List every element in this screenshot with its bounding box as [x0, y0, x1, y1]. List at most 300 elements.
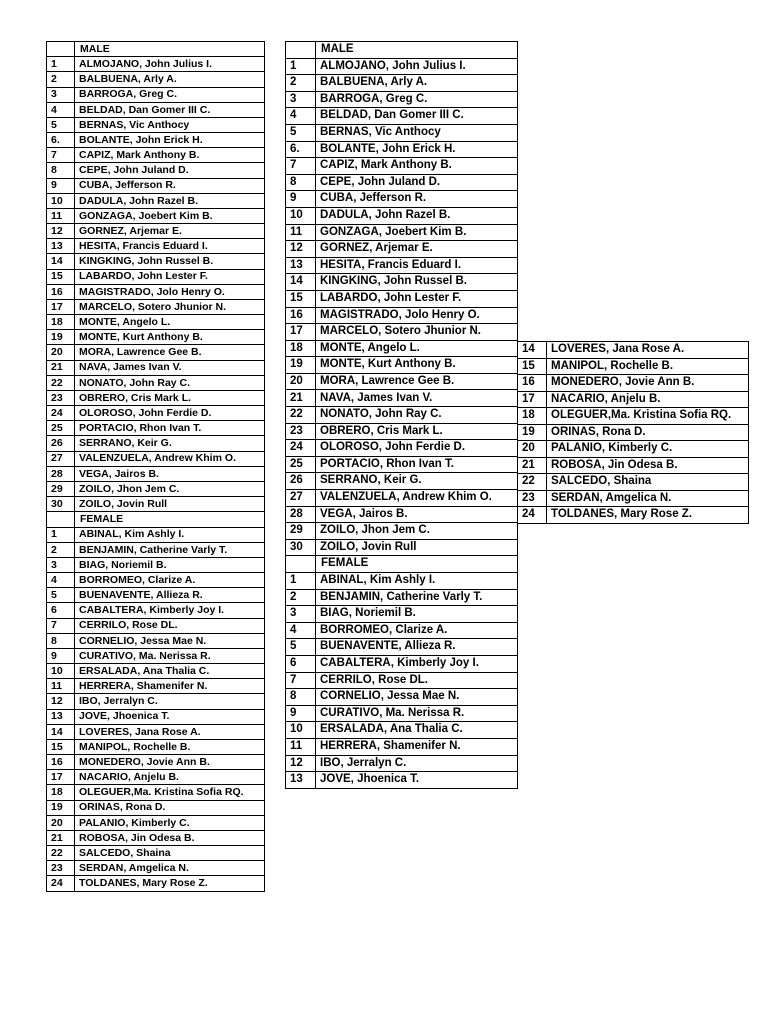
student-name: BOLANTE, John Erick H. — [75, 133, 265, 148]
table-row — [286, 755, 518, 772]
student-name: ORINAS, Rona D. — [547, 424, 749, 441]
row-number: 4 — [286, 108, 316, 125]
row-number: 13 — [286, 772, 316, 789]
row-number: 13 — [47, 239, 75, 254]
student-name: MONTE, Angelo L. — [316, 340, 518, 357]
student-name: ROBOSA, Jin Odesa B. — [547, 457, 749, 474]
student-name: PALANIO, Kimberly C. — [547, 441, 749, 458]
row-number: 21 — [286, 390, 316, 407]
student-name: MONEDERO, Jovie Ann B. — [547, 375, 749, 392]
row-number: 15 — [518, 358, 547, 375]
row-number — [286, 556, 316, 573]
row-number: 22 — [47, 375, 75, 390]
row-number: 4 — [286, 622, 316, 639]
row-number: 8 — [286, 174, 316, 191]
row-number: 6. — [47, 133, 75, 148]
table-row — [47, 299, 265, 314]
student-name: CURATIVO, Ma. Nerissa R. — [75, 648, 265, 663]
student-name: CAPIZ, Mark Anthony B. — [75, 148, 265, 163]
table-row — [286, 655, 518, 672]
table-row — [47, 406, 265, 421]
row-number: 10 — [286, 207, 316, 224]
row-number: 9 — [47, 178, 75, 193]
student-name: ORINAS, Rona D. — [75, 800, 265, 815]
table-row — [518, 391, 749, 408]
student-name: ROBOSA, Jin Odesa B. — [75, 830, 265, 845]
row-number: 5 — [286, 124, 316, 141]
row-number: 15 — [47, 739, 75, 754]
row-number: 26 — [47, 436, 75, 451]
student-name: NAVA, James Ivan V. — [316, 390, 518, 407]
student-name: CERRILO, Rose DL. — [316, 672, 518, 689]
row-number: 28 — [286, 506, 316, 523]
row-number: 1 — [47, 527, 75, 542]
student-name: DADULA, John Razel B. — [75, 193, 265, 208]
student-name: NONATO, John Ray C. — [75, 375, 265, 390]
row-number: 18 — [518, 408, 547, 425]
row-number: 13 — [286, 257, 316, 274]
row-number: 24 — [286, 440, 316, 457]
student-name: TOLDANES, Mary Rose Z. — [547, 507, 749, 524]
table-row — [286, 506, 518, 523]
table-row — [47, 785, 265, 800]
student-name: CEPE, John Juland D. — [316, 174, 518, 191]
table-row — [47, 224, 265, 239]
row-number: 1 — [286, 58, 316, 75]
row-number: 19 — [518, 424, 547, 441]
table-row — [47, 178, 265, 193]
table-row — [286, 473, 518, 490]
row-number: 14 — [286, 274, 316, 291]
table-row — [47, 208, 265, 223]
student-name: VEGA, Jairos B. — [316, 506, 518, 523]
student-name: HESITA, Francis Eduard I. — [316, 257, 518, 274]
table-row — [47, 72, 265, 87]
row-number: 20 — [47, 345, 75, 360]
table-row — [47, 269, 265, 284]
roster-table-body — [47, 42, 265, 892]
row-number: 6 — [286, 655, 316, 672]
row-number: 11 — [47, 679, 75, 694]
table-row — [47, 542, 265, 557]
table-row — [518, 474, 749, 491]
row-number: 3 — [286, 91, 316, 108]
table-row — [47, 360, 265, 375]
row-number: 21 — [518, 457, 547, 474]
student-name: NONATO, John Ray C. — [316, 407, 518, 424]
student-name: BELDAD, Dan Gomer III C. — [316, 108, 518, 125]
student-name: VALENZUELA, Andrew Khim O. — [316, 490, 518, 507]
table-row — [47, 345, 265, 360]
table-row — [47, 527, 265, 542]
table-row — [286, 141, 518, 158]
table-row — [286, 373, 518, 390]
row-number: 30 — [47, 497, 75, 512]
row-number: 8 — [47, 163, 75, 178]
row-number: 30 — [286, 539, 316, 556]
student-name: PORTACIO, Rhon Ivan T. — [75, 421, 265, 436]
student-name: ERSALADA, Ana Thalia C. — [75, 664, 265, 679]
student-name: CORNELIO, Jessa Mae N. — [316, 689, 518, 706]
row-number: 24 — [47, 876, 75, 891]
table-row — [47, 679, 265, 694]
table-row — [286, 423, 518, 440]
row-number: 5 — [47, 117, 75, 132]
table-row — [47, 497, 265, 512]
table-row — [518, 375, 749, 392]
row-number: 2 — [286, 75, 316, 92]
student-name: SERRANO, Keir G. — [316, 473, 518, 490]
table-row — [518, 457, 749, 474]
student-name: HERRERA, Shamenifer N. — [316, 738, 518, 755]
table-row — [47, 739, 265, 754]
table-row — [286, 108, 518, 125]
row-number: 23 — [518, 490, 547, 507]
student-name: MONTE, Kurt Anthony B. — [75, 330, 265, 345]
row-number: 8 — [47, 633, 75, 648]
table-row — [286, 290, 518, 307]
student-name: GORNEZ, Arjemar E. — [75, 224, 265, 239]
student-name: BALBUENA, Arly A. — [316, 75, 518, 92]
table-row — [47, 861, 265, 876]
student-name: VALENZUELA, Andrew Khim O. — [75, 451, 265, 466]
row-number: 5 — [286, 639, 316, 656]
student-name: GORNEZ, Arjemar E. — [316, 241, 518, 258]
row-number: 10 — [47, 664, 75, 679]
row-number: 1 — [286, 573, 316, 590]
table-row — [47, 724, 265, 739]
table-row — [47, 588, 265, 603]
student-name: ZOILO, Jovin Rull — [75, 497, 265, 512]
table-row — [47, 315, 265, 330]
student-name: LABARDO, John Lester F. — [75, 269, 265, 284]
row-number: 25 — [47, 421, 75, 436]
table-row — [47, 664, 265, 679]
table-row — [518, 408, 749, 425]
table-row — [47, 770, 265, 785]
section-header-row — [286, 556, 518, 573]
student-name: CURATIVO, Ma. Nerissa R. — [316, 705, 518, 722]
table-row — [286, 589, 518, 606]
table-row — [47, 481, 265, 496]
table-row — [47, 800, 265, 815]
table-row — [286, 324, 518, 341]
student-name: KINGKING, John Russel B. — [75, 254, 265, 269]
table-row — [47, 117, 265, 132]
table-row — [286, 738, 518, 755]
table-row — [286, 124, 518, 141]
table-row — [47, 815, 265, 830]
roster-table-body — [286, 42, 518, 789]
row-number: 28 — [47, 466, 75, 481]
row-number: 29 — [286, 523, 316, 540]
roster-table-left — [46, 41, 265, 892]
table-row — [286, 672, 518, 689]
table-row — [47, 709, 265, 724]
table-row — [286, 257, 518, 274]
row-number: 12 — [47, 694, 75, 709]
row-number: 7 — [47, 618, 75, 633]
table-row — [286, 689, 518, 706]
row-number: 13 — [47, 709, 75, 724]
row-number: 18 — [47, 315, 75, 330]
row-number: 10 — [286, 722, 316, 739]
table-row — [518, 441, 749, 458]
row-number: 5 — [47, 588, 75, 603]
section-header: MALE — [75, 42, 265, 57]
row-number: 9 — [286, 191, 316, 208]
student-name: MARCELO, Sotero Jhunior N. — [75, 299, 265, 314]
table-row — [286, 639, 518, 656]
row-number: 17 — [286, 324, 316, 341]
student-name: MONEDERO, Jovie Ann B. — [75, 755, 265, 770]
table-row — [286, 523, 518, 540]
row-number: 19 — [47, 330, 75, 345]
table-row — [518, 490, 749, 507]
student-name: OLEGUER,Ma. Kristina Sofia RQ. — [547, 408, 749, 425]
student-name: SERDAN, Amgelica N. — [75, 861, 265, 876]
table-row — [47, 148, 265, 163]
student-name: NAVA, James Ivan V. — [75, 360, 265, 375]
row-number: 18 — [47, 785, 75, 800]
table-row — [47, 694, 265, 709]
row-number: 1 — [47, 57, 75, 72]
student-name: CORNELIO, Jessa Mae N. — [75, 633, 265, 648]
row-number: 24 — [47, 406, 75, 421]
student-name: CERRILO, Rose DL. — [75, 618, 265, 633]
student-name: MAGISTRADO, Jolo Henry O. — [75, 284, 265, 299]
table-row — [286, 407, 518, 424]
table-row — [47, 755, 265, 770]
row-number: 20 — [286, 373, 316, 390]
table-row — [47, 239, 265, 254]
section-header: FEMALE — [75, 512, 265, 527]
row-number: 26 — [286, 473, 316, 490]
student-name: VEGA, Jairos B. — [75, 466, 265, 481]
student-name: ALMOJANO, John Julius I. — [75, 57, 265, 72]
table-row — [286, 390, 518, 407]
table-row — [286, 307, 518, 324]
row-number: 10 — [47, 193, 75, 208]
row-number: 4 — [47, 102, 75, 117]
student-name: PALANIO, Kimberly C. — [75, 815, 265, 830]
row-number: 14 — [518, 342, 547, 359]
row-number: 23 — [47, 861, 75, 876]
table-row — [518, 424, 749, 441]
table-row — [518, 342, 749, 359]
row-number: 11 — [286, 738, 316, 755]
row-number: 8 — [286, 689, 316, 706]
student-name: KINGKING, John Russel B. — [316, 274, 518, 291]
section-header: MALE — [316, 42, 518, 59]
student-name: HESITA, Francis Eduard I. — [75, 239, 265, 254]
section-header-row — [47, 42, 265, 57]
table-row — [47, 330, 265, 345]
row-number: 3 — [47, 87, 75, 102]
row-number: 18 — [286, 340, 316, 357]
student-name: BENJAMIN, Catherine Varly T. — [75, 542, 265, 557]
table-row — [47, 573, 265, 588]
student-name: CABALTERA, Kimberly Joy I. — [316, 655, 518, 672]
student-name: OBRERO, Cris Mark L. — [316, 423, 518, 440]
student-name: JOVE, Jhoenica T. — [316, 772, 518, 789]
row-number: 22 — [518, 474, 547, 491]
table-row — [47, 102, 265, 117]
student-name: MANIPOL, Rochelle B. — [547, 358, 749, 375]
student-name: BIAG, Noriemil B. — [316, 606, 518, 623]
table-row — [47, 466, 265, 481]
table-row — [47, 133, 265, 148]
table-row — [286, 539, 518, 556]
row-number — [47, 512, 75, 527]
student-name: JOVE, Jhoenica T. — [75, 709, 265, 724]
row-number: 14 — [47, 254, 75, 269]
table-row — [47, 876, 265, 891]
row-number: 6 — [47, 603, 75, 618]
row-number: 16 — [47, 755, 75, 770]
row-number: 19 — [286, 357, 316, 374]
student-name: MORA, Lawrence Gee B. — [75, 345, 265, 360]
row-number: 17 — [47, 770, 75, 785]
student-name: ZOILO, Jovin Rull — [316, 539, 518, 556]
student-name: CAPIZ, Mark Anthony B. — [316, 158, 518, 175]
student-name: OLEGUER,Ma. Kristina Sofia RQ. — [75, 785, 265, 800]
student-name: MANIPOL, Rochelle B. — [75, 739, 265, 754]
table-row — [47, 193, 265, 208]
student-name: NACARIO, Anjelu B. — [547, 391, 749, 408]
row-number: 16 — [47, 284, 75, 299]
row-number — [47, 42, 75, 57]
student-name: SALCEDO, Shaina — [75, 846, 265, 861]
table-row — [286, 224, 518, 241]
row-number: 11 — [47, 208, 75, 223]
row-number: 6. — [286, 141, 316, 158]
student-name: ABINAL, Kim Ashly I. — [316, 573, 518, 590]
student-name: SALCEDO, Shaina — [547, 474, 749, 491]
table-row — [286, 274, 518, 291]
student-name: CUBA, Jefferson R. — [316, 191, 518, 208]
row-number: 7 — [286, 672, 316, 689]
table-row — [286, 158, 518, 175]
table-row — [286, 705, 518, 722]
table-row — [47, 421, 265, 436]
table-row — [47, 618, 265, 633]
roster-table-continuation — [517, 341, 749, 524]
row-number: 17 — [47, 299, 75, 314]
row-number: 3 — [286, 606, 316, 623]
table-row — [286, 58, 518, 75]
table-row — [286, 606, 518, 623]
student-name: BUENAVENTE, Allieza R. — [316, 639, 518, 656]
table-row — [47, 390, 265, 405]
table-row — [518, 358, 749, 375]
student-name: LABARDO, John Lester F. — [316, 290, 518, 307]
student-name: HERRERA, Shamenifer N. — [75, 679, 265, 694]
student-name: ZOILO, Jhon Jem C. — [316, 523, 518, 540]
table-row — [286, 573, 518, 590]
table-row — [286, 91, 518, 108]
row-number: 22 — [47, 846, 75, 861]
row-number: 23 — [286, 423, 316, 440]
student-name: MARCELO, Sotero Jhunior N. — [316, 324, 518, 341]
student-name: DADULA, John Razel B. — [316, 207, 518, 224]
table-row — [47, 375, 265, 390]
row-number: 24 — [518, 507, 547, 524]
student-name: ZOILO, Jhon Jem C. — [75, 481, 265, 496]
student-name: BIAG, Noriemil B. — [75, 557, 265, 572]
student-name: OLOROSO, John Ferdie D. — [75, 406, 265, 421]
table-row — [286, 75, 518, 92]
student-name: ABINAL, Kim Ashly I. — [75, 527, 265, 542]
student-name: BORROMEO, Clarize A. — [316, 622, 518, 639]
row-number: 21 — [47, 830, 75, 845]
student-name: CEPE, John Juland D. — [75, 163, 265, 178]
row-number: 15 — [47, 269, 75, 284]
row-number: 16 — [286, 307, 316, 324]
table-row — [47, 163, 265, 178]
row-number: 20 — [47, 815, 75, 830]
row-number: 2 — [47, 72, 75, 87]
student-name: BALBUENA, Arly A. — [75, 72, 265, 87]
student-name: IBO, Jerralyn C. — [316, 755, 518, 772]
row-number: 14 — [47, 724, 75, 739]
table-row — [286, 207, 518, 224]
row-number: 16 — [518, 375, 547, 392]
table-row — [47, 830, 265, 845]
table-row — [286, 772, 518, 789]
student-name: BOLANTE, John Erick H. — [316, 141, 518, 158]
student-name: MAGISTRADO, Jolo Henry O. — [316, 307, 518, 324]
student-name: SERRANO, Keir G. — [75, 436, 265, 451]
table-row — [286, 191, 518, 208]
student-name: OBRERO, Cris Mark L. — [75, 390, 265, 405]
student-name: MONTE, Angelo L. — [75, 315, 265, 330]
row-number: 19 — [47, 800, 75, 815]
table-row — [47, 846, 265, 861]
student-name: CABALTERA, Kimberly Joy I. — [75, 603, 265, 618]
row-number: 12 — [286, 755, 316, 772]
table-row — [47, 57, 265, 72]
student-name: ALMOJANO, John Julius I. — [316, 58, 518, 75]
table-row — [47, 603, 265, 618]
row-number: 11 — [286, 224, 316, 241]
row-number: 29 — [47, 481, 75, 496]
student-name: OLOROSO, John Ferdie D. — [316, 440, 518, 457]
row-number: 27 — [286, 490, 316, 507]
section-header-row — [47, 512, 265, 527]
table-row — [518, 507, 749, 524]
student-name: BORROMEO, Clarize A. — [75, 573, 265, 588]
section-header-row — [286, 42, 518, 59]
table-row — [286, 490, 518, 507]
student-name: GONZAGA, Joebert Kim B. — [316, 224, 518, 241]
table-row — [47, 633, 265, 648]
row-number: 4 — [47, 573, 75, 588]
student-name: BARROGA, Greg C. — [316, 91, 518, 108]
table-row — [47, 436, 265, 451]
roster-table-body — [518, 342, 749, 524]
row-number: 21 — [47, 360, 75, 375]
table-row — [286, 174, 518, 191]
row-number: 15 — [286, 290, 316, 307]
row-number: 7 — [286, 158, 316, 175]
table-row — [47, 451, 265, 466]
roster-table-middle — [285, 41, 518, 789]
student-name: LOVERES, Jana Rose A. — [547, 342, 749, 359]
student-name: CUBA, Jefferson R. — [75, 178, 265, 193]
table-row — [47, 648, 265, 663]
table-row — [47, 87, 265, 102]
